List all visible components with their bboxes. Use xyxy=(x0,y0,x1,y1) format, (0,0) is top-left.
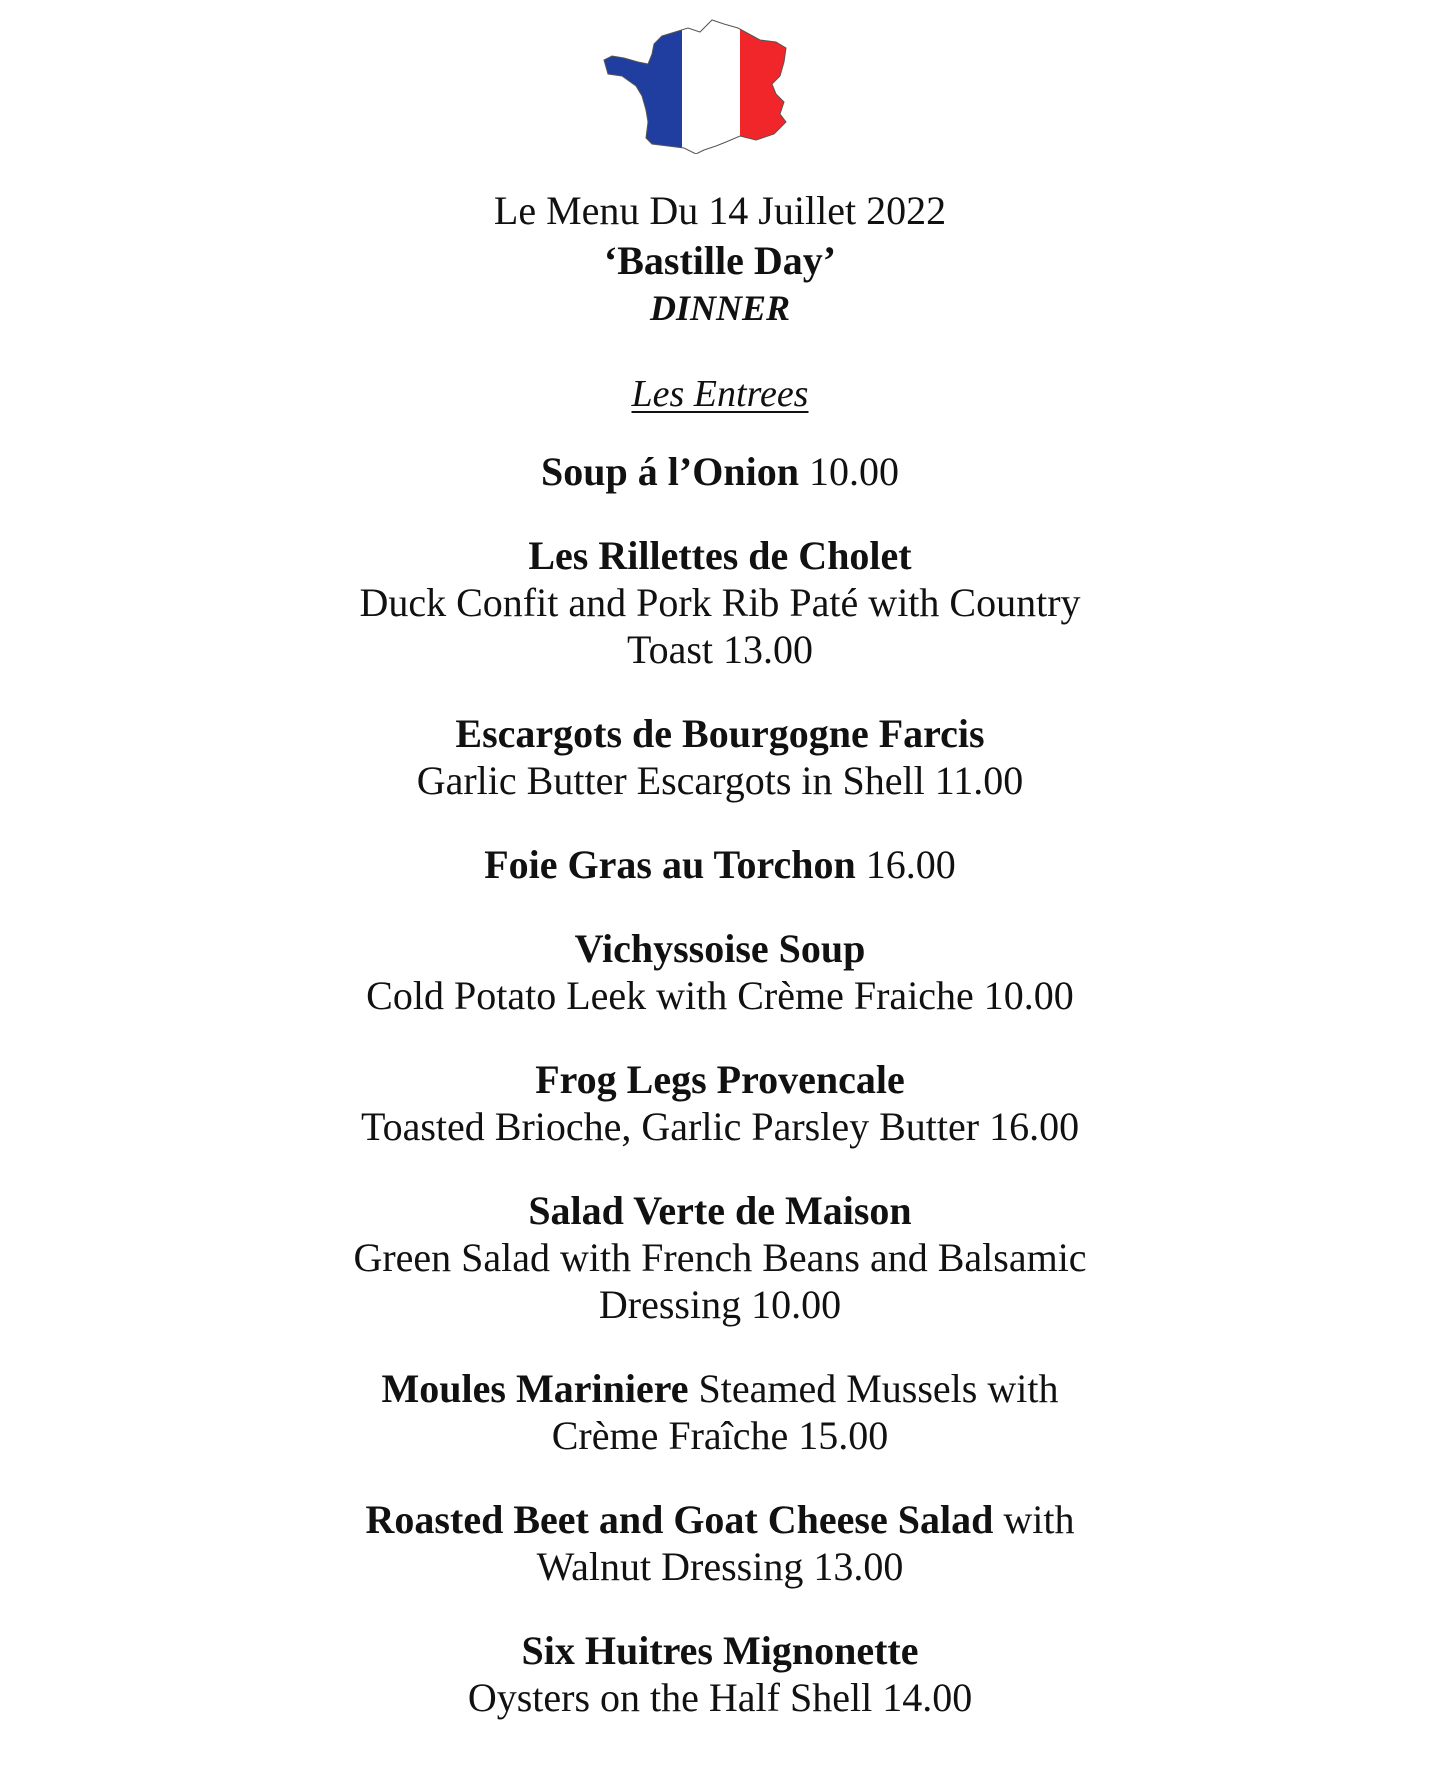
item-name: Salad Verte de Maison xyxy=(528,1188,912,1233)
flag-blue-stripe xyxy=(600,18,682,154)
menu-title: Le Menu Du 14 Juillet 2022 xyxy=(493,188,947,233)
menu-item xyxy=(340,1496,1100,1590)
item-name: Six Huitres Mignonette xyxy=(521,1628,919,1673)
item-description: Cold Potato Leek with Crème Fraiche 10.00 xyxy=(366,973,1074,1018)
meal-label: DINNER xyxy=(649,288,791,328)
france-flag-map-icon xyxy=(600,18,810,154)
menu-header xyxy=(0,186,1440,330)
section-heading: Les Entrees xyxy=(631,373,809,415)
item-description: Steamed Mussels with Crème Fraîche 15.00 xyxy=(551,1366,1059,1458)
item-name: Les Rillettes de Cholet xyxy=(528,533,912,578)
flag-white-stripe xyxy=(682,18,740,154)
menu-item xyxy=(340,841,1100,888)
item-description: Oysters on the Half Shell 14.00 xyxy=(467,1675,973,1720)
item-price: 10.00 xyxy=(808,449,899,494)
item-name: Vichyssoise Soup xyxy=(574,926,866,971)
menu-item xyxy=(340,532,1100,673)
item-name: Moules Mariniere xyxy=(381,1366,689,1411)
item-description: Green Salad with French Beans and Balsamic Dressing 10.00 xyxy=(353,1235,1087,1327)
item-description: with Walnut Dressing 13.00 xyxy=(536,1497,1075,1589)
item-name: Foie Gras au Torchon xyxy=(484,842,856,887)
item-description: Toasted Brioche, Garlic Parsley Butter 16.00 xyxy=(360,1104,1080,1149)
item-name: Escargots de Bourgogne Farcis xyxy=(455,711,985,756)
menu-item xyxy=(340,710,1100,804)
menu-items xyxy=(0,448,1440,1758)
menu-item xyxy=(340,448,1100,495)
item-name: Roasted Beet and Goat Cheese Salad xyxy=(365,1497,994,1542)
item-name: Soup á l’Onion xyxy=(541,449,799,494)
menu-item xyxy=(340,1627,1100,1721)
menu-subtitle: ‘Bastille Day’ xyxy=(603,238,837,283)
item-price: 16.00 xyxy=(865,842,956,887)
menu-item xyxy=(340,925,1100,1019)
menu-item xyxy=(340,1365,1100,1459)
item-description: Duck Confit and Pork Rib Paté with Country Toast 13.00 xyxy=(359,580,1081,672)
item-description: Garlic Butter Escargots in Shell 11.00 xyxy=(416,758,1024,803)
item-name: Frog Legs Provencale xyxy=(535,1057,905,1102)
menu-item xyxy=(340,1056,1100,1150)
menu-item xyxy=(340,1187,1100,1328)
